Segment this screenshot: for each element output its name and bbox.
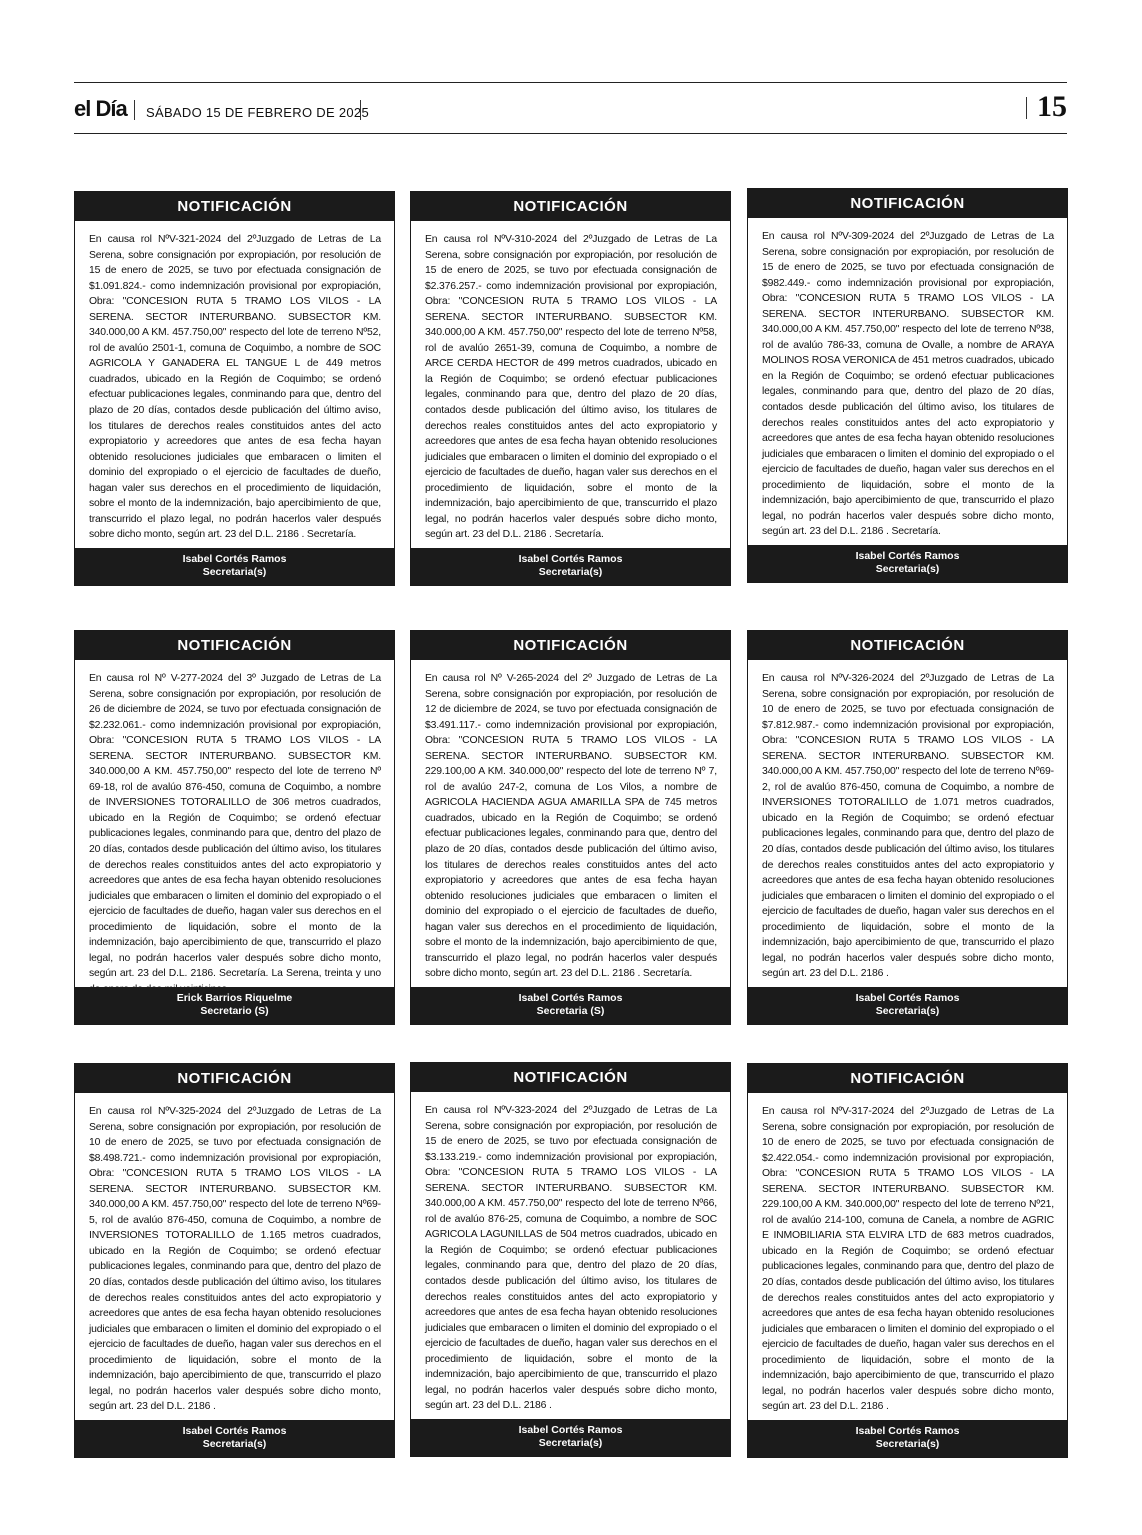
page-header (74, 92, 1067, 128)
signer-role: Secretaria(s) (538, 1437, 603, 1449)
notice-title: NOTIFICACIÓN (411, 192, 730, 221)
signer-name: Isabel Cortés Ramos (182, 553, 287, 565)
legal-notice (410, 1062, 731, 1457)
header-top-rule (74, 82, 1067, 83)
signer-name: Erick Barrios Riquelme (176, 992, 293, 1004)
signer-role: Secretaria (S) (536, 1005, 605, 1017)
header-divider (134, 100, 135, 120)
notice-body: En causa rol NºV-326-2024 del 2ºJuzgado de Letras de La Serena, sobre consignación por expropiación, por resolución de 10 de enero de 2025, se tuvo por efectuada consignación de $7.812.987.- como indemnización provisional por expropiación, Obra: "CONCESION RUTA 5 TRAMO LOS VILOS - LA SERENA. SECTOR INTERURBANO. SUBSECTOR KM. 340.000,00 A KM. 457.750,00" respecto del lote de terreno Nº69-2, rol de avalúo 876-450, comuna de Coquimbo, a nombre de INVERSIONES TOTORALILLO de 1.071 metros cuadrados, ubicado en la Región de Coquimbo; se ordenó efectuar publicaciones legales, conminando para que, dentro del plazo de 20 días, contados desde publicación del último aviso, los titulares de derechos reales constituidos antes del acto expropiatorio y acreedores que antes de esa fecha hayan obtenido resoluciones judiciales que embaracen o limiten el dominio del expropiado o el ejercicio de facultades de dueño, hagan valer sus derechos en el procedimiento de liquidación, sobre el monto de la indemnización, bajo apercibimiento de que, transcurrido el plazo legal, no podrán hacerlos valer después sobre dicho monto, según art. 23 del D.L. 2186 . (762, 673, 1054, 980)
signer-role: Secretaria(s) (202, 1438, 267, 1450)
notice-body: En causa rol NºV-321-2024 del 2ºJuzgado de Letras de La Serena, sobre consignación por expropiación, por resolución de 15 de enero de 2025, se tuvo por efectuada consignación de $1.091.824.- como indemnización provisional por expropiación, Obra: "CONCESION RUTA 5 TRAMO LOS VILOS - LA SERENA. SECTOR INTERURBANO. SUBSECTOR KM. 340.000,00 A KM. 457.750,00" respecto del lote de terreno Nº52, rol de avalúo 2501-1, comuna de Coquimbo, a nombre de SOC AGRICOLA Y GANADERA EL TANGUE L de 449 metros cuadrados, ubicado en la Región de Coquimbo; se ordenó efectuar publicaciones legales, conminando para que, dentro del plazo de 20 días, contados desde publicación del último aviso, los titulares de derechos reales constituidos antes del acto expropiatorio y acreedores que antes de esa fecha hayan obtenido resoluciones judiciales que embaracen o limiten el dominio del expropiado o el ejercicio de facultades de dueño, hagan valer sus derechos en el procedimiento de liquidación, sobre el monto de la indemnización, bajo apercibimiento de que, transcurrido el plazo legal, no podrán hacerlos valer después sobre dicho monto, según art. 23 del D.L. 2186 . Secretaría. (89, 234, 381, 541)
signer-role: Secretaria(s) (875, 563, 940, 575)
notice-signature (75, 987, 394, 1024)
signer-role: Secretaria(s) (875, 1438, 940, 1450)
notice-body: En causa rol NºV-325-2024 del 2ºJuzgado de Letras de La Serena, sobre consignación por expropiación, por resolución de 10 de enero de 2025, se tuvo por efectuada consignación de $8.498.721.- como indemnización provisional por expropiación, Obra: "CONCESION RUTA 5 TRAMO LOS VILOS - LA SERENA. SECTOR INTERURBANO. SUBSECTOR KM. 340.000,00 A KM. 457.750,00" respecto del lote de terreno Nº69-5, rol de avalúo 876-450, comuna de Coquimbo, a nombre de INVERSIONES TOTORALILLO de 1.165 metros cuadrados, ubicado en la Región de Coquimbo; se ordenó efectuar publicaciones legales, conminando para que, dentro del plazo de 20 días, contados desde publicación del último aviso, los titulares de derechos reales constituidos antes del acto expropiatorio y acreedores que antes de esa fecha hayan obtenido resoluciones judiciales que embaracen o limiten el dominio del expropiado o el ejercicio de facultades de dueño, hagan valer sus derechos en el procedimiento de liquidación, sobre el monto de la indemnización, bajo apercibimiento de que, transcurrido el plazo legal, no podrán hacerlos valer después sobre dicho monto, según art. 23 del D.L. 2186 . (89, 1106, 381, 1413)
signer-name: Isabel Cortés Ramos (518, 992, 623, 1004)
notice-title: NOTIFICACIÓN (75, 631, 394, 660)
signer-name: Isabel Cortés Ramos (518, 1424, 623, 1436)
header-divider (360, 100, 361, 120)
legal-notice (74, 630, 395, 1025)
notice-body: En causa rol Nº V-277-2024 del 3º Juzgado de Letras de La Serena, sobre consignación por expropiación, por resolución de 26 de diciembre de 2024, se tuvo por efectuada consignación de $2.232.061.- como indemnización provisional por expropiación, Obra: "CONCESION RUTA 5 TRAMO LOS VILOS - LA SERENA. SECTOR INTERURBANO. SUBSECTOR KM. 340.000,00 A KM. 457.750,00" respecto del lote de terreno Nº 69-18, rol de avalúo 876-450, comuna de Coquimbo, a nombre de INVERSIONES TOTORALILLO de 306 metros cuadrados, ubicado en la Región de Coquimbo; se ordenó efectuar publicaciones legales, conminando para que, dentro del plazo de 20 días, contados desde publicación del último aviso, los titulares de derechos reales constituidos antes del acto expropiatorio y acreedores que antes de esa fecha hayan obtenido resoluciones judiciales que embaracen o limiten el dominio del expropiado o el ejercicio de facultades de dueño, hagan valer sus derechos en el procedimiento de liquidación, sobre el monto de la indemnización, bajo apercibimiento de que, transcurrido el plazo legal, no podrán hacerlos valer después sobre dicho monto, según art. 23 del D.L. 2186. Secretaría. La Serena, treinta y uno (89, 673, 381, 980)
notice-body: En causa rol Nº V-265-2024 del 2º Juzgado de Letras de La Serena, sobre consignación por expropiación, por resolución de 12 de diciembre de 2024, se tuvo por efectuada consignación de $3.491.117.- como indemnización provisional por expropiación, Obra: "CONCESION RUTA 5 TRAMO LOS VILOS - LA SERENA. SECTOR INTERURBANO. SUBSECTOR KM. 229.100,00 A KM. 340.000,00" respecto del lote de terreno Nº 7, rol de avalúo 247-2, comuna de Los Vilos, a nombre de AGRICOLA HACIENDA AGUA AMARILLA SPA de 745 metros cuadrados, ubicado en la Región de Coquimbo; se ordenó efectuar publicaciones legales, conminando para que, dentro del plazo de 20 días, contados desde publicación del último aviso, los titulares de derechos reales constituidos antes del acto expropiatorio y acreedores que antes de esa fecha hayan obtenido resoluciones judiciales que embaracen o limiten el dominio del expropiado o el ejercicio de facultades de dueño, hagan valer sus derechos en el procedimiento de liquidación, sobre el monto de la indemnización, bajo apercibimiento de que, transcurrido el plazo legal, no podrán hacerlos valer después sobre dicho monto, según art. 23 del D.L. 2186 . Secretaría. (425, 673, 717, 980)
page-number: 15 (1037, 90, 1067, 123)
notice-signature (748, 987, 1067, 1024)
signer-role: Secretario (S) (200, 1005, 269, 1017)
notice-signature (411, 1419, 730, 1456)
signer-name: Isabel Cortés Ramos (855, 550, 960, 562)
signer-name: Isabel Cortés Ramos (855, 1425, 960, 1437)
legal-notice (747, 1063, 1068, 1458)
notice-title: NOTIFICACIÓN (748, 189, 1067, 218)
notice-signature (75, 548, 394, 585)
signer-name: Isabel Cortés Ramos (518, 553, 623, 565)
notice-body: En causa rol NºV-317-2024 del 2ºJuzgado de Letras de La Serena, sobre consignación por expropiación, por resolución de 10 de enero de 2025, se tuvo por efectuada consignación de $2.422.054.- como indemnización provisional por expropiación, Obra: "CONCESION RUTA 5 TRAMO LOS VILOS - LA SERENA. SECTOR INTERURBANO. SUBSECTOR KM. 229.100,00 A KM. 340.000,00" respecto del lote de terreno Nº21, rol de avalúo 214-100, comuna de Canela, a nombre de AGRIC E INMOBILIARIA STA ELVIRA LTD de 683 metros cuadrados, ubicado en la Región de Coquimbo; se ordenó efectuar publicaciones legales, conminando para que, dentro del plazo de 20 días, contados desde publicación del último aviso, los titulares de derechos reales constituidos antes del acto expropiatorio y acreedores que antes de esa fecha hayan obtenido resoluciones judiciales que embaracen o limiten el dominio del expropiado o el ejercicio de facultades de dueño, hagan valer sus derechos en el procedimiento de liquidación, sobre el monto de la indemnización, bajo apercibimiento de que, transcurrido el plazo legal, no podrán hacerlos valer después sobre dicho monto, según art. 23 del D.L. 2186 . (762, 1106, 1054, 1413)
legal-notice (410, 630, 731, 1025)
notice-title: NOTIFICACIÓN (411, 631, 730, 660)
legal-notice (747, 630, 1068, 1025)
signer-name: Isabel Cortés Ramos (182, 1425, 287, 1437)
signer-name: Isabel Cortés Ramos (855, 992, 960, 1004)
notice-signature (748, 545, 1067, 582)
newspaper-logo: el Día (74, 96, 127, 121)
notice-body: En causa rol NºV-309-2024 del 2ºJuzgado de Letras de La Serena, sobre consignación por expropiación, por resolución de 15 de enero de 2025, se tuvo por efectuada consignación de $982.449.- como indemnización provisional por expropiación, Obra: "CONCESION RUTA 5 TRAMO LOS VILOS - LA SERENA. SECTOR INTERURBANO. SUBSECTOR KM. 340.000,00 A KM. 457.750,00" respecto del lote de terreno Nº38, rol de avalúo 786-33, comuna de Ovalle, a nombre de ARAYA MOLINOS ROSA VERONICA de 451 metros cuadrados, ubicado en la Región de Coquimbo; se ordenó efectuar publicaciones legales, conminando para que, dentro del plazo de 20 días, contados desde publicación del último aviso, los titulares de derechos reales constituidos antes del acto expropiatorio y acreedores que antes de esa fecha hayan obtenido resoluciones judiciales que embaracen o limiten el dominio del expropiado o el ejercicio de facultades de dueño, hagan valer sus derechos en el procedimiento de liquidación, sobre el monto de la indemnización, bajo apercibimiento de que, transcurrido el plazo legal, no podrán hacerlos valer después sobre dicho monto, según art. 23 del D.L. 2186 . Secretaría. (762, 231, 1054, 538)
header-divider (1026, 97, 1027, 119)
notice-title: NOTIFICACIÓN (75, 1064, 394, 1093)
notice-title: NOTIFICACIÓN (75, 192, 394, 221)
issue-date: SÁBADO 15 DE FEBRERO DE 2025 (146, 105, 369, 120)
notice-title: NOTIFICACIÓN (748, 1064, 1067, 1093)
legal-notice (410, 191, 731, 586)
notice-title: NOTIFICACIÓN (748, 631, 1067, 660)
signer-role: Secretaria(s) (538, 566, 603, 578)
notice-signature (748, 1420, 1067, 1457)
notice-body: En causa rol NºV-310-2024 del 2ºJuzgado de Letras de La Serena, sobre consignación por expropiación, por resolución de 15 de enero de 2025, se tuvo por efectuada consignación de $2.376.257.- como indemnización provisional por expropiación, Obra: "CONCESION RUTA 5 TRAMO LOS VILOS - LA SERENA. SECTOR INTERURBANO. SUBSECTOR KM. 340.000,00 A KM. 457.750,00" respecto del lote de terreno Nº58, rol de avalúo 2651-39, comuna de Coquimbo, a nombre de ARCE CERDA HECTOR de 499 metros cuadrados, ubicado en la Región de Coquimbo; se ordenó efectuar publicaciones legales, conminando para que, dentro del plazo de 20 días, contados desde publicación del último aviso, los titulares de derechos reales constituidos antes del acto expropiatorio y acreedores que antes de esa fecha hayan obtenido resoluciones judiciales que embaracen o limiten el dominio del expropiado o el ejercicio de facultades de dueño, hagan valer sus derechos en el procedimiento de liquidación, sobre el monto de la indemnización, bajo apercibimiento de que, transcurrido el plazo legal, no podrán hacerlos valer después sobre dicho monto, según art. 23 del D.L. 2186 . Secretaría. (425, 234, 717, 541)
notice-signature (411, 987, 730, 1024)
notice-title: NOTIFICACIÓN (411, 1063, 730, 1092)
signer-role: Secretaria(s) (875, 1005, 940, 1017)
legal-notice (747, 188, 1068, 583)
header-bottom-rule (74, 133, 1067, 134)
notice-signature (411, 548, 730, 585)
notice-body: En causa rol NºV-323-2024 del 2ºJuzgado de Letras de La Serena, sobre consignación por expropiación, por resolución de 15 de enero de 2025, se tuvo por efectuada consignación de $3.133.219.- como indemnización provisional por expropiación, Obra: "CONCESION RUTA 5 TRAMO LOS VILOS - LA SERENA. SECTOR INTERURBANO. SUBSECTOR KM. 340.000,00 A KM. 457.750,00" respecto del lote de terreno Nº66, rol de avalúo 876-25, comuna de Coquimbo, a nombre de SOC AGRICOLA LAGUNILLAS de 504 metros cuadrados, ubicado en la Región de Coquimbo; se ordenó efectuar publicaciones legales, conminando para que, dentro del plazo de 20 días, contados desde publicación del último aviso, los titulares de derechos reales constituidos antes del acto expropiatorio y acreedores que antes de esa fecha hayan obtenido resoluciones judiciales que embaracen o limiten el dominio del expropiado o el ejercicio de facultades de dueño, hagan valer sus derechos en el procedimiento de liquidación, sobre el monto de la indemnización, bajo apercibimiento de que, transcurrido el plazo legal, no podrán hacerlos valer después sobre dicho monto, según art. 23 del D.L. 2186 . (425, 1105, 717, 1412)
notice-signature (75, 1420, 394, 1457)
legal-notice (74, 191, 395, 586)
signer-role: Secretaria(s) (202, 566, 267, 578)
legal-notice (74, 1063, 395, 1458)
